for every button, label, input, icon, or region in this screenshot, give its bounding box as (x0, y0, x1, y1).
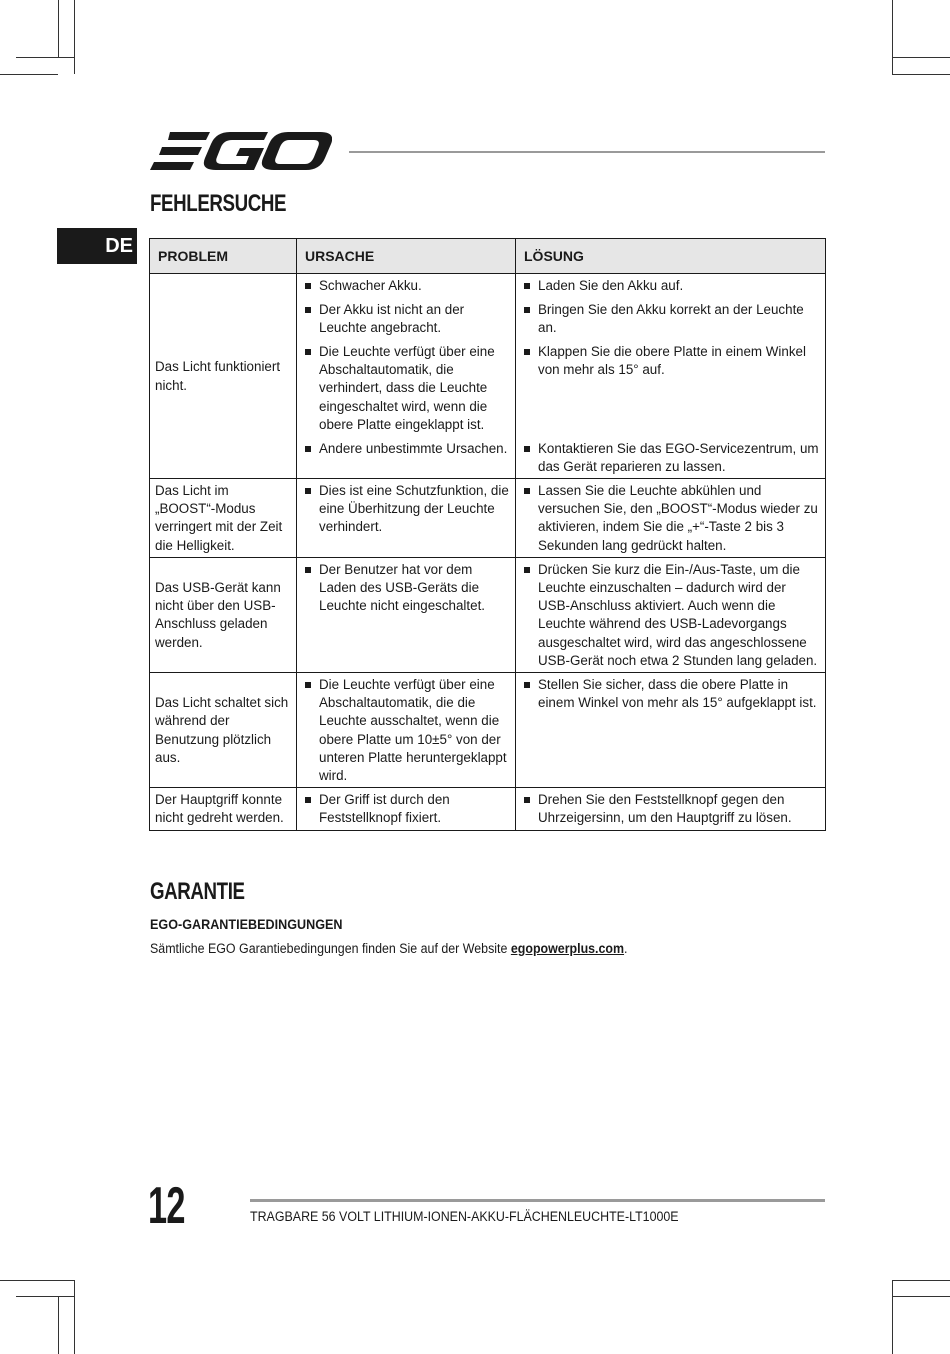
solution-cell (516, 788, 826, 830)
solution-item: Laden Sie den Akku auf. (521, 277, 819, 295)
solution-item: Drehen Sie den Feststellknopf gegen den Uhrzeigersinn, um den Hauptgriff zu lösen. (521, 791, 819, 827)
warranty-subheading: EGO-GARANTIEBEDINGUNGEN (150, 916, 343, 932)
cause-item: Der Griff ist durch den Feststellknopf fixiert. (302, 791, 509, 827)
ego-logo (148, 128, 332, 174)
page-number: 12 (148, 1177, 185, 1235)
crop-mark (892, 1280, 893, 1354)
solution-cell (516, 479, 826, 558)
warranty-text-before: Sämtliche EGO Garantiebedingungen finden Sie auf der Website (150, 941, 511, 956)
crop-mark (892, 0, 893, 74)
cause-item: Dies ist eine Schutzfunktion, die eine Überhitzung der Leuchte verhindert. (302, 482, 509, 537)
warranty-text-after: . (624, 941, 628, 956)
crop-mark (16, 57, 74, 58)
table-row (150, 557, 826, 672)
cause-item: Der Akku ist nicht an der Leuchte angebracht. (302, 301, 509, 337)
cause-item: Der Benutzer hat vor dem Laden des USB-Geräts die Leuchte nicht eingeschaltet. (302, 561, 509, 616)
crop-mark (892, 1280, 950, 1281)
warranty-text (150, 941, 628, 956)
problem-cell: Das Licht funktioniert nicht. (150, 274, 297, 479)
table-row (150, 788, 826, 830)
cause-item: Andere unbestimmte Ursachen. (302, 440, 509, 476)
problem-cell: Das Licht im „BOOST“-Modus verringert mit der Zeit die Helligkeit. (150, 479, 297, 558)
crop-mark (74, 1280, 75, 1354)
cause-item: Die Leuchte verfügt über eine Abschaltautomatik, die die Leuchte ausschaltet, wenn die obere Platte um 10±5° von der unteren Platte heruntergeklappt wird. (302, 676, 509, 785)
footer-rule (250, 1199, 825, 1202)
cause-cell (297, 673, 516, 788)
crop-mark (74, 0, 75, 74)
problem-cell: Der Hauptgriff konnte nicht gedreht werden. (150, 788, 297, 830)
solution-cell (516, 673, 826, 788)
table-row (150, 274, 826, 479)
solution-item: Klappen Sie die obere Platte in einem Winkel von mehr als 15° auf. (521, 343, 819, 434)
table-row (150, 673, 826, 788)
problem-cell: Das USB-Gerät kann nicht über den USB-Anschluss geladen werden. (150, 557, 297, 672)
cause-cell (297, 557, 516, 672)
column-header-cause: URSACHE (297, 239, 516, 274)
section-heading-troubleshooting: FEHLERSUCHE (150, 190, 287, 217)
table-row (150, 479, 826, 558)
language-tab: DE (57, 228, 137, 264)
crop-mark (892, 1296, 950, 1297)
solution-cell (516, 274, 826, 479)
cause-cell (297, 788, 516, 830)
troubleshooting-table (149, 238, 826, 831)
crop-mark (58, 0, 59, 58)
crop-mark (58, 1296, 59, 1354)
cause-item: Die Leuchte verfügt über eine Abschaltautomatik, die verhindert, dass die Leuchte eingeschaltet wird, wenn die obere Platte eingeklappt ist. (302, 343, 509, 434)
solution-cell (516, 557, 826, 672)
cause-cell (297, 274, 516, 479)
solution-item: Bringen Sie den Akku korrekt an der Leuchte an. (521, 301, 819, 337)
column-header-solution: LÖSUNG (516, 239, 826, 274)
header-rule (349, 151, 825, 153)
crop-mark (16, 1296, 74, 1297)
cause-item: Schwacher Akku. (302, 277, 509, 295)
crop-mark (0, 1280, 74, 1281)
table-header-row (150, 239, 826, 274)
problem-cell: Das Licht schaltet sich während der Benutzung plötzlich aus. (150, 673, 297, 788)
solution-item: Kontaktieren Sie das EGO-Servicezentrum, um das Gerät reparieren zu lassen. (521, 440, 819, 476)
crop-mark (0, 74, 58, 75)
column-header-problem: PROBLEM (150, 239, 297, 274)
solution-item: Stellen Sie sicher, dass die obere Platte in einem Winkel von mehr als 15° aufgeklappt ist. (521, 676, 819, 712)
solution-item: Lassen Sie die Leuchte abkühlen und versuchen Sie, den „BOOST“-Modus wieder zu aktivieren, indem Sie die „+“-Taste 2 bis 3 Sekunden lang gedrückt halten. (521, 482, 819, 555)
website-link[interactable]: egopowerplus.com (510, 941, 625, 956)
solution-item: Drücken Sie kurz die Ein-/Aus-Taste, um die Leuchte einzuschalten – dadurch wird der USB-Anschluss aktiviert. Auch wenn die Leuchte während des USB-Ladevorgangs ausgeschaltet wird, wird das angeschlossene USB-Gerät noch etwa 2 Stunden lang geladen. (521, 561, 819, 670)
section-heading-warranty: GARANTIE (150, 878, 245, 905)
footer-title: TRAGBARE 56 VOLT LITHIUM-IONEN-AKKU-FLÄCHENLEUCHTE-LT1000E (250, 1209, 679, 1224)
crop-mark (892, 74, 950, 75)
crop-mark (892, 57, 950, 58)
cause-cell (297, 479, 516, 558)
